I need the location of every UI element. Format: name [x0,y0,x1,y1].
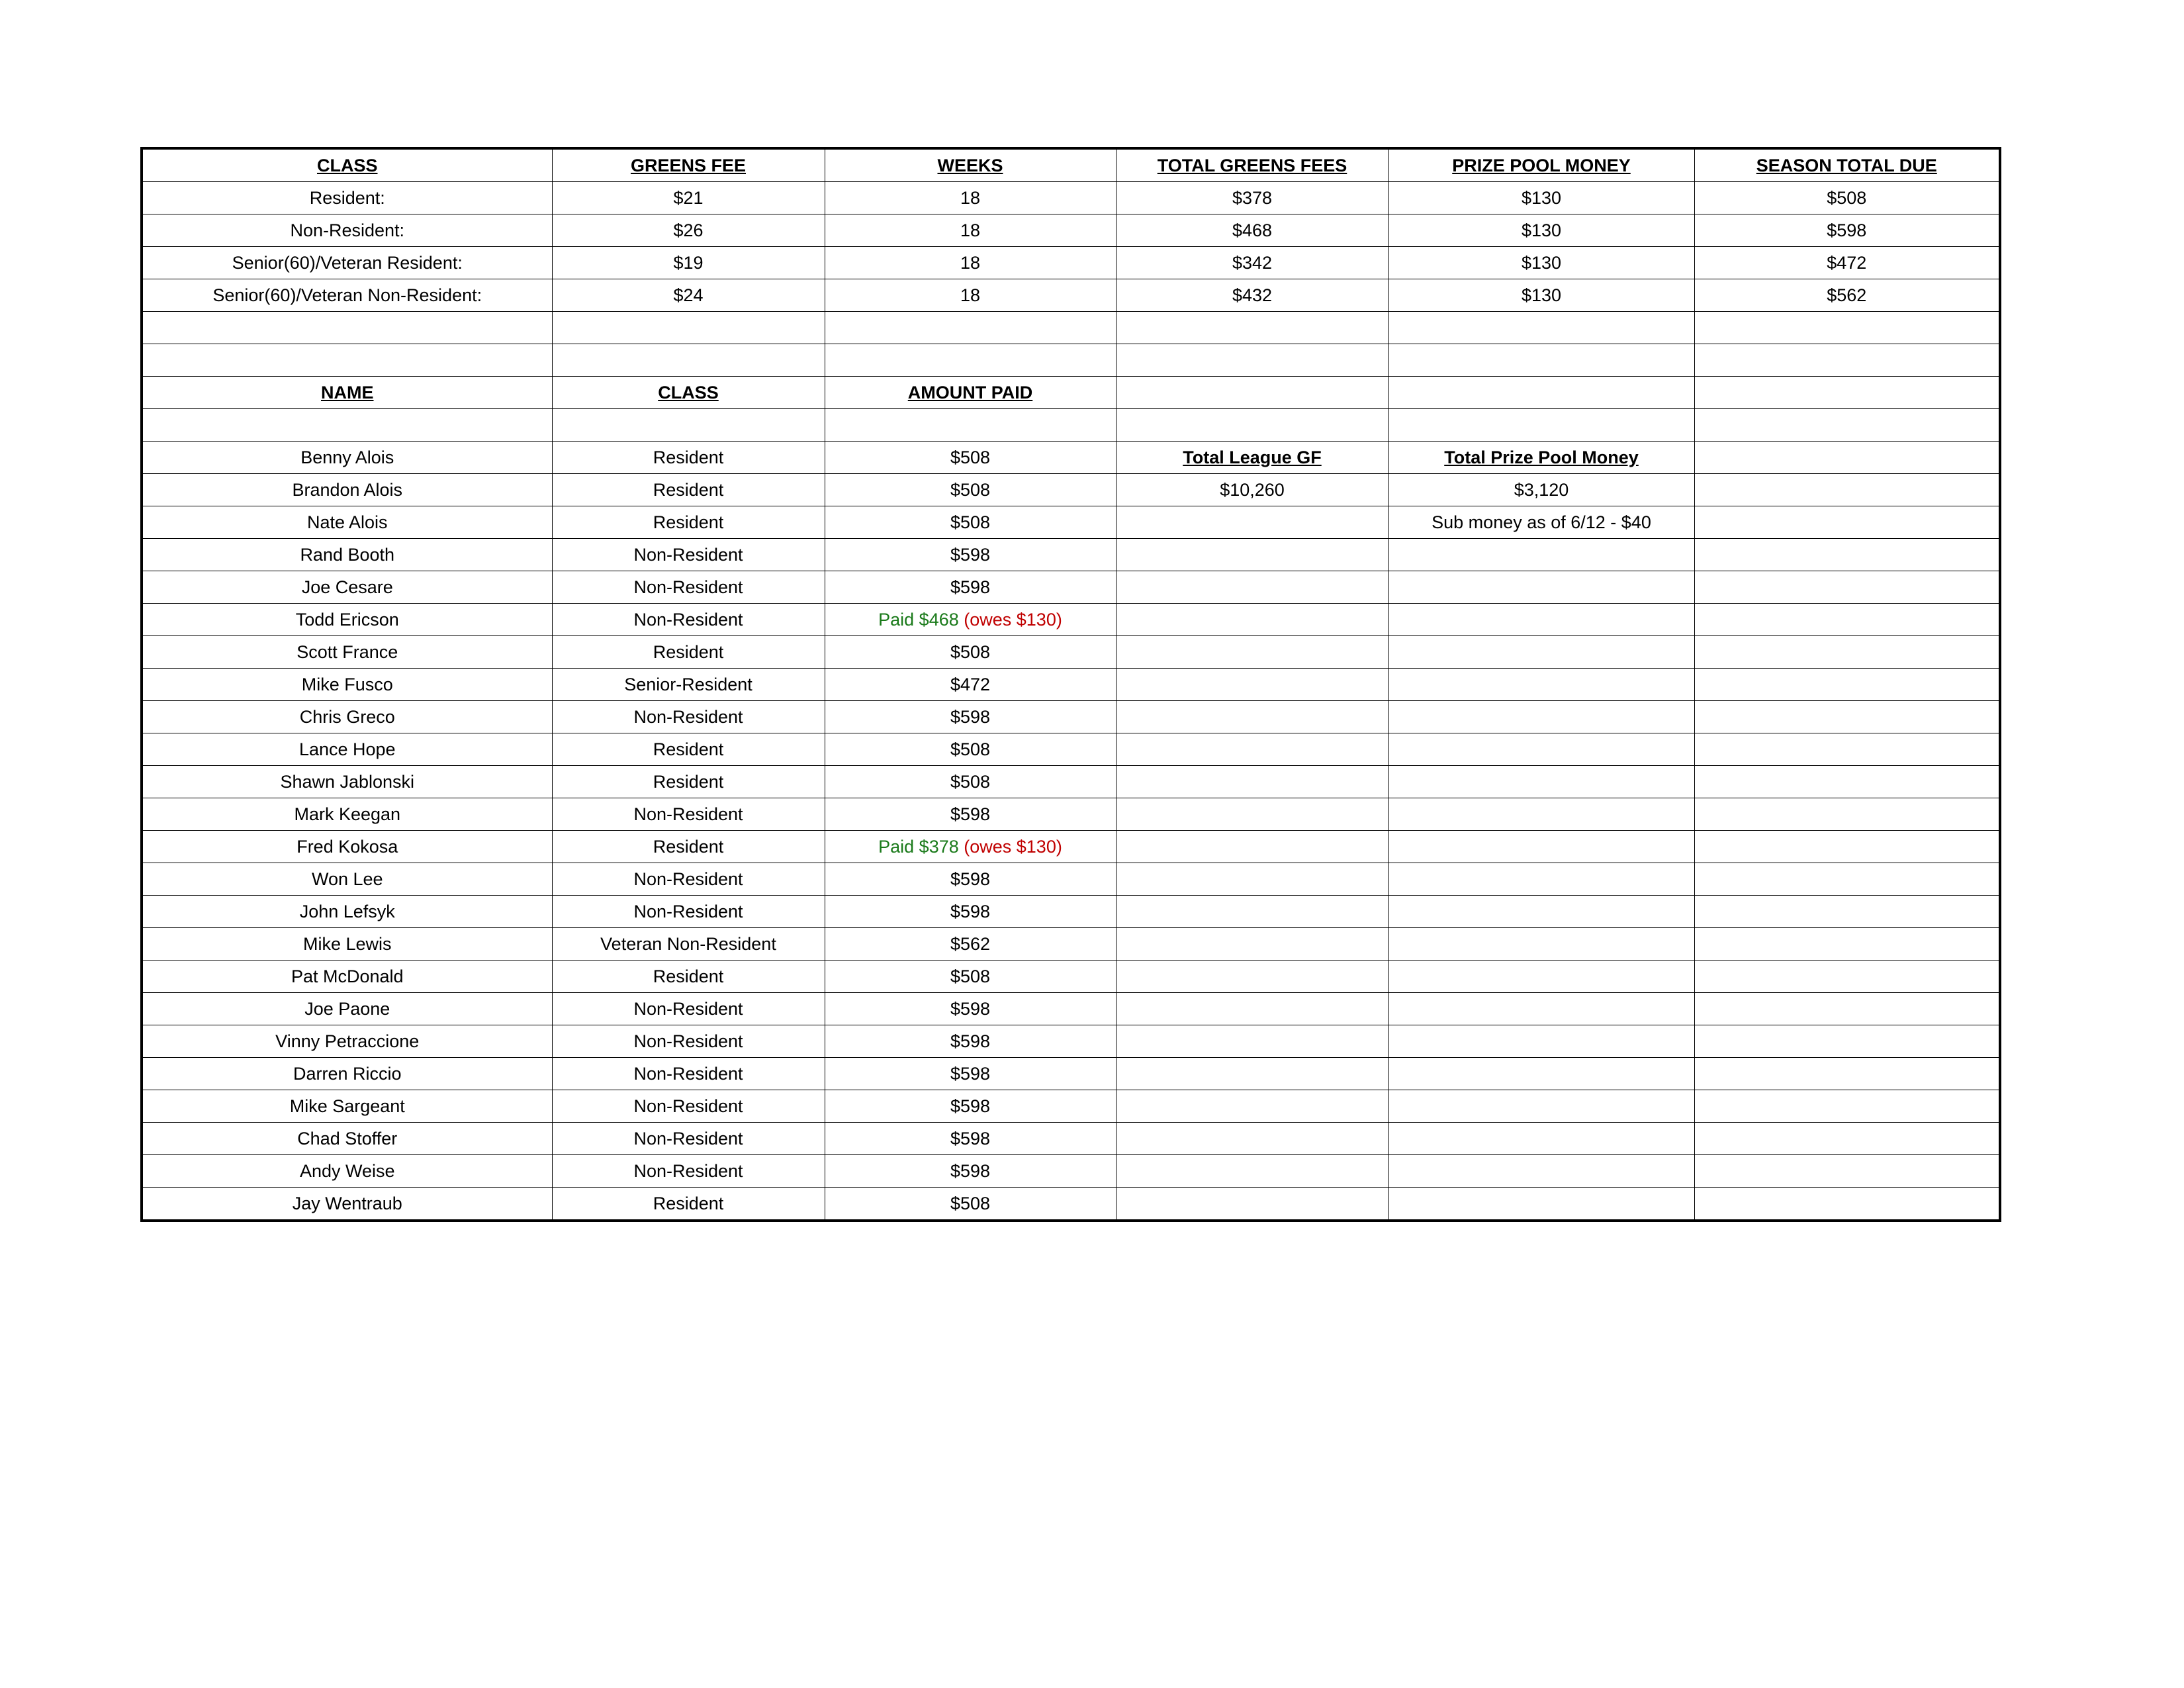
player-class: Resident [552,733,825,766]
empty-cell [1694,539,2000,571]
empty-cell [1388,896,1694,928]
fee-prize-pool: $130 [1388,214,1694,247]
player-amount-paid: $598 [825,896,1116,928]
player-class: Resident [552,442,825,474]
empty-cell [1388,604,1694,636]
player-name: Mike Sargeant [142,1090,552,1123]
empty-cell [1388,377,1694,409]
table-row [142,928,2000,961]
player-class: Non-Resident [552,1025,825,1058]
table-row [142,831,2000,863]
empty-cell [1116,1058,1388,1090]
empty-cell [1694,312,2000,344]
empty-cell [1694,993,2000,1025]
player-amount-paid: $598 [825,863,1116,896]
fee-weeks: 18 [825,182,1116,214]
empty-cell [1116,312,1388,344]
fee-total-greens-fees: $378 [1116,182,1388,214]
player-amount-paid: $598 [825,1025,1116,1058]
fee-greens-fee: $24 [552,279,825,312]
empty-cell [142,344,552,377]
empty-cell [1388,636,1694,669]
fee-weeks: 18 [825,214,1116,247]
spacer-row [142,409,2000,442]
fee-season-total-due: $562 [1694,279,2000,312]
player-class: Non-Resident [552,701,825,733]
player-amount-paid: $598 [825,1090,1116,1123]
player-name: Rand Booth [142,539,552,571]
empty-cell [1388,409,1694,442]
player-amount-paid: $562 [825,928,1116,961]
player-name: Todd Ericson [142,604,552,636]
player-class: Non-Resident [552,539,825,571]
empty-cell [1388,344,1694,377]
empty-cell [1116,928,1388,961]
empty-cell [1388,1025,1694,1058]
player-class: Resident [552,961,825,993]
empty-cell [1694,863,2000,896]
player-name: Jay Wentraub [142,1188,552,1221]
player-name: Pat McDonald [142,961,552,993]
empty-cell [825,312,1116,344]
player-class: Resident [552,506,825,539]
fee-season-total-due: $508 [1694,182,2000,214]
empty-cell [1116,733,1388,766]
spacer-row [142,344,2000,377]
player-amount-paid [825,831,1116,863]
fee-class: Senior(60)/Veteran Non-Resident: [142,279,552,312]
empty-cell [1116,863,1388,896]
table-row [142,993,2000,1025]
player-class: Non-Resident [552,1058,825,1090]
fee-prize-pool: $130 [1388,182,1694,214]
player-class: Non-Resident [552,1155,825,1188]
player-amount-paid: $598 [825,993,1116,1025]
col-header-amount-paid: AMOUNT PAID [825,377,1116,409]
table-row [142,798,2000,831]
player-class: Non-Resident [552,896,825,928]
empty-cell [1694,474,2000,506]
empty-cell [1116,896,1388,928]
sub-money-note: Sub money as of 6/12 - $40 [1388,506,1694,539]
empty-cell [1694,442,2000,474]
empty-cell [1694,1025,2000,1058]
table-row [142,1025,2000,1058]
player-name: Andy Weise [142,1155,552,1188]
player-name: Scott France [142,636,552,669]
empty-cell [1694,928,2000,961]
player-class: Resident [552,1188,825,1221]
empty-cell [1694,669,2000,701]
player-name: Chris Greco [142,701,552,733]
empty-cell [1694,961,2000,993]
player-name: Chad Stoffer [142,1123,552,1155]
fee-total-greens-fees: $468 [1116,214,1388,247]
col-header-prize-pool-money: PRIZE POOL MONEY [1388,148,1694,182]
col-header-total-greens-fees: TOTAL GREENS FEES [1116,148,1388,182]
empty-cell [1116,1188,1388,1221]
player-class: Non-Resident [552,798,825,831]
player-name: Fred Kokosa [142,831,552,863]
col-header-weeks: WEEKS [825,148,1116,182]
total-prize-pool-label: Total Prize Pool Money [1388,442,1694,474]
empty-cell [1116,1123,1388,1155]
empty-cell [1116,506,1388,539]
player-amount-paid-value: Paid $378 [878,836,964,857]
empty-cell [1694,1188,2000,1221]
player-class: Non-Resident [552,1090,825,1123]
table-row [142,247,2000,279]
table-row [142,766,2000,798]
player-amount-paid: $598 [825,701,1116,733]
player-amount-paid: $508 [825,733,1116,766]
player-amount-paid: $598 [825,798,1116,831]
empty-cell [1694,701,2000,733]
empty-cell [1116,831,1388,863]
empty-cell [1694,571,2000,604]
player-class: Resident [552,766,825,798]
table-row [142,442,2000,474]
player-amount-paid: $598 [825,571,1116,604]
empty-cell [1388,863,1694,896]
empty-cell [1694,1090,2000,1123]
fee-greens-fee: $21 [552,182,825,214]
table-row [142,214,2000,247]
empty-cell [552,312,825,344]
empty-cell [1116,766,1388,798]
table-row [142,669,2000,701]
empty-cell [1694,506,2000,539]
total-prize-pool-value: $3,120 [1388,474,1694,506]
player-name: Darren Riccio [142,1058,552,1090]
table-row [142,279,2000,312]
table-row [142,701,2000,733]
empty-cell [552,409,825,442]
player-name: Benny Alois [142,442,552,474]
empty-cell [1116,377,1388,409]
empty-cell [1694,604,2000,636]
player-amount-paid: $598 [825,539,1116,571]
empty-cell [1388,1123,1694,1155]
fee-season-total-due: $472 [1694,247,2000,279]
player-class: Resident [552,636,825,669]
empty-cell [1388,539,1694,571]
table-row [142,474,2000,506]
fee-weeks: 18 [825,247,1116,279]
player-amount-paid: $508 [825,442,1116,474]
total-league-gf-label: Total League GF [1116,442,1388,474]
player-name: Mike Lewis [142,928,552,961]
league-fees-table [140,147,2001,1222]
player-class: Veteran Non-Resident [552,928,825,961]
empty-cell [1694,1123,2000,1155]
empty-cell [1116,571,1388,604]
empty-cell [1694,896,2000,928]
player-amount-paid: $508 [825,766,1116,798]
empty-cell [1388,1188,1694,1221]
table-row [142,1155,2000,1188]
player-name: Mike Fusco [142,669,552,701]
table-row [142,733,2000,766]
player-amount-paid: $508 [825,1188,1116,1221]
player-name: Joe Cesare [142,571,552,604]
empty-cell [1388,1155,1694,1188]
player-class: Non-Resident [552,863,825,896]
table-row [142,182,2000,214]
empty-cell [1388,798,1694,831]
empty-cell [1388,766,1694,798]
fee-table-header-row [142,148,2000,182]
empty-cell [1694,377,2000,409]
player-name: Nate Alois [142,506,552,539]
table-row [142,961,2000,993]
empty-cell [1388,993,1694,1025]
roster-header-row [142,377,2000,409]
player-name: Joe Paone [142,993,552,1025]
player-amount-paid: $598 [825,1155,1116,1188]
col-header-class: CLASS [142,148,552,182]
empty-cell [1388,669,1694,701]
empty-cell [142,409,552,442]
empty-cell [142,312,552,344]
player-amount-paid: $598 [825,1058,1116,1090]
fee-weeks: 18 [825,279,1116,312]
empty-cell [1694,636,2000,669]
empty-cell [1116,604,1388,636]
empty-cell [1694,1058,2000,1090]
player-name: Won Lee [142,863,552,896]
fee-greens-fee: $26 [552,214,825,247]
empty-cell [1388,1090,1694,1123]
fee-class: Senior(60)/Veteran Resident: [142,247,552,279]
empty-cell [1694,766,2000,798]
fee-season-total-due: $598 [1694,214,2000,247]
table-row [142,1188,2000,1221]
empty-cell [1116,798,1388,831]
player-class: Non-Resident [552,604,825,636]
empty-cell [1388,701,1694,733]
col-header-season-total-due: SEASON TOTAL DUE [1694,148,2000,182]
player-amount-paid-value: Paid $468 [878,609,964,630]
table-row [142,1090,2000,1123]
empty-cell [1694,798,2000,831]
empty-cell [1694,409,2000,442]
empty-cell [1116,993,1388,1025]
empty-cell [1694,733,2000,766]
fee-class: Resident: [142,182,552,214]
fee-prize-pool: $130 [1388,279,1694,312]
empty-cell [1116,701,1388,733]
table-body [142,148,2000,1221]
player-class: Senior-Resident [552,669,825,701]
empty-cell [1388,571,1694,604]
player-class: Resident [552,831,825,863]
empty-cell [825,344,1116,377]
table-row [142,1123,2000,1155]
player-name: Shawn Jablonski [142,766,552,798]
player-class: Non-Resident [552,571,825,604]
fee-prize-pool: $130 [1388,247,1694,279]
empty-cell [1116,409,1388,442]
player-name: Lance Hope [142,733,552,766]
fee-total-greens-fees: $432 [1116,279,1388,312]
table-row [142,506,2000,539]
empty-cell [1116,539,1388,571]
player-name: Mark Keegan [142,798,552,831]
table-row [142,539,2000,571]
player-amount-paid: $598 [825,1123,1116,1155]
spreadsheet-sheet [140,147,1937,1222]
empty-cell [1694,831,2000,863]
fee-greens-fee: $19 [552,247,825,279]
col-header-name: NAME [142,377,552,409]
empty-cell [1388,961,1694,993]
player-name: Brandon Alois [142,474,552,506]
player-class: Non-Resident [552,993,825,1025]
fee-class: Non-Resident: [142,214,552,247]
empty-cell [1116,1025,1388,1058]
player-amount-paid: $508 [825,636,1116,669]
empty-cell [1694,344,2000,377]
empty-cell [1116,669,1388,701]
table-row [142,636,2000,669]
player-amount-paid: $508 [825,506,1116,539]
table-row [142,571,2000,604]
empty-cell [825,409,1116,442]
spacer-row [142,312,2000,344]
total-league-gf-value: $10,260 [1116,474,1388,506]
empty-cell [1694,1155,2000,1188]
empty-cell [552,344,825,377]
empty-cell [1388,733,1694,766]
table-row [142,1058,2000,1090]
table-row [142,896,2000,928]
fee-total-greens-fees: $342 [1116,247,1388,279]
col-header-greens-fee: GREENS FEE [552,148,825,182]
empty-cell [1388,928,1694,961]
empty-cell [1116,636,1388,669]
col-header-player-class: CLASS [552,377,825,409]
table-row [142,604,2000,636]
player-owes-note: (owes $130) [964,836,1062,857]
empty-cell [1388,312,1694,344]
empty-cell [1116,1155,1388,1188]
player-amount-paid [825,604,1116,636]
player-name: Vinny Petraccione [142,1025,552,1058]
empty-cell [1116,1090,1388,1123]
empty-cell [1388,831,1694,863]
empty-cell [1388,1058,1694,1090]
player-amount-paid: $508 [825,961,1116,993]
player-amount-paid: $508 [825,474,1116,506]
player-amount-paid: $472 [825,669,1116,701]
empty-cell [1116,961,1388,993]
player-owes-note: (owes $130) [964,609,1062,630]
player-name: John Lefsyk [142,896,552,928]
player-class: Non-Resident [552,1123,825,1155]
table-row [142,863,2000,896]
player-class: Resident [552,474,825,506]
empty-cell [1116,344,1388,377]
